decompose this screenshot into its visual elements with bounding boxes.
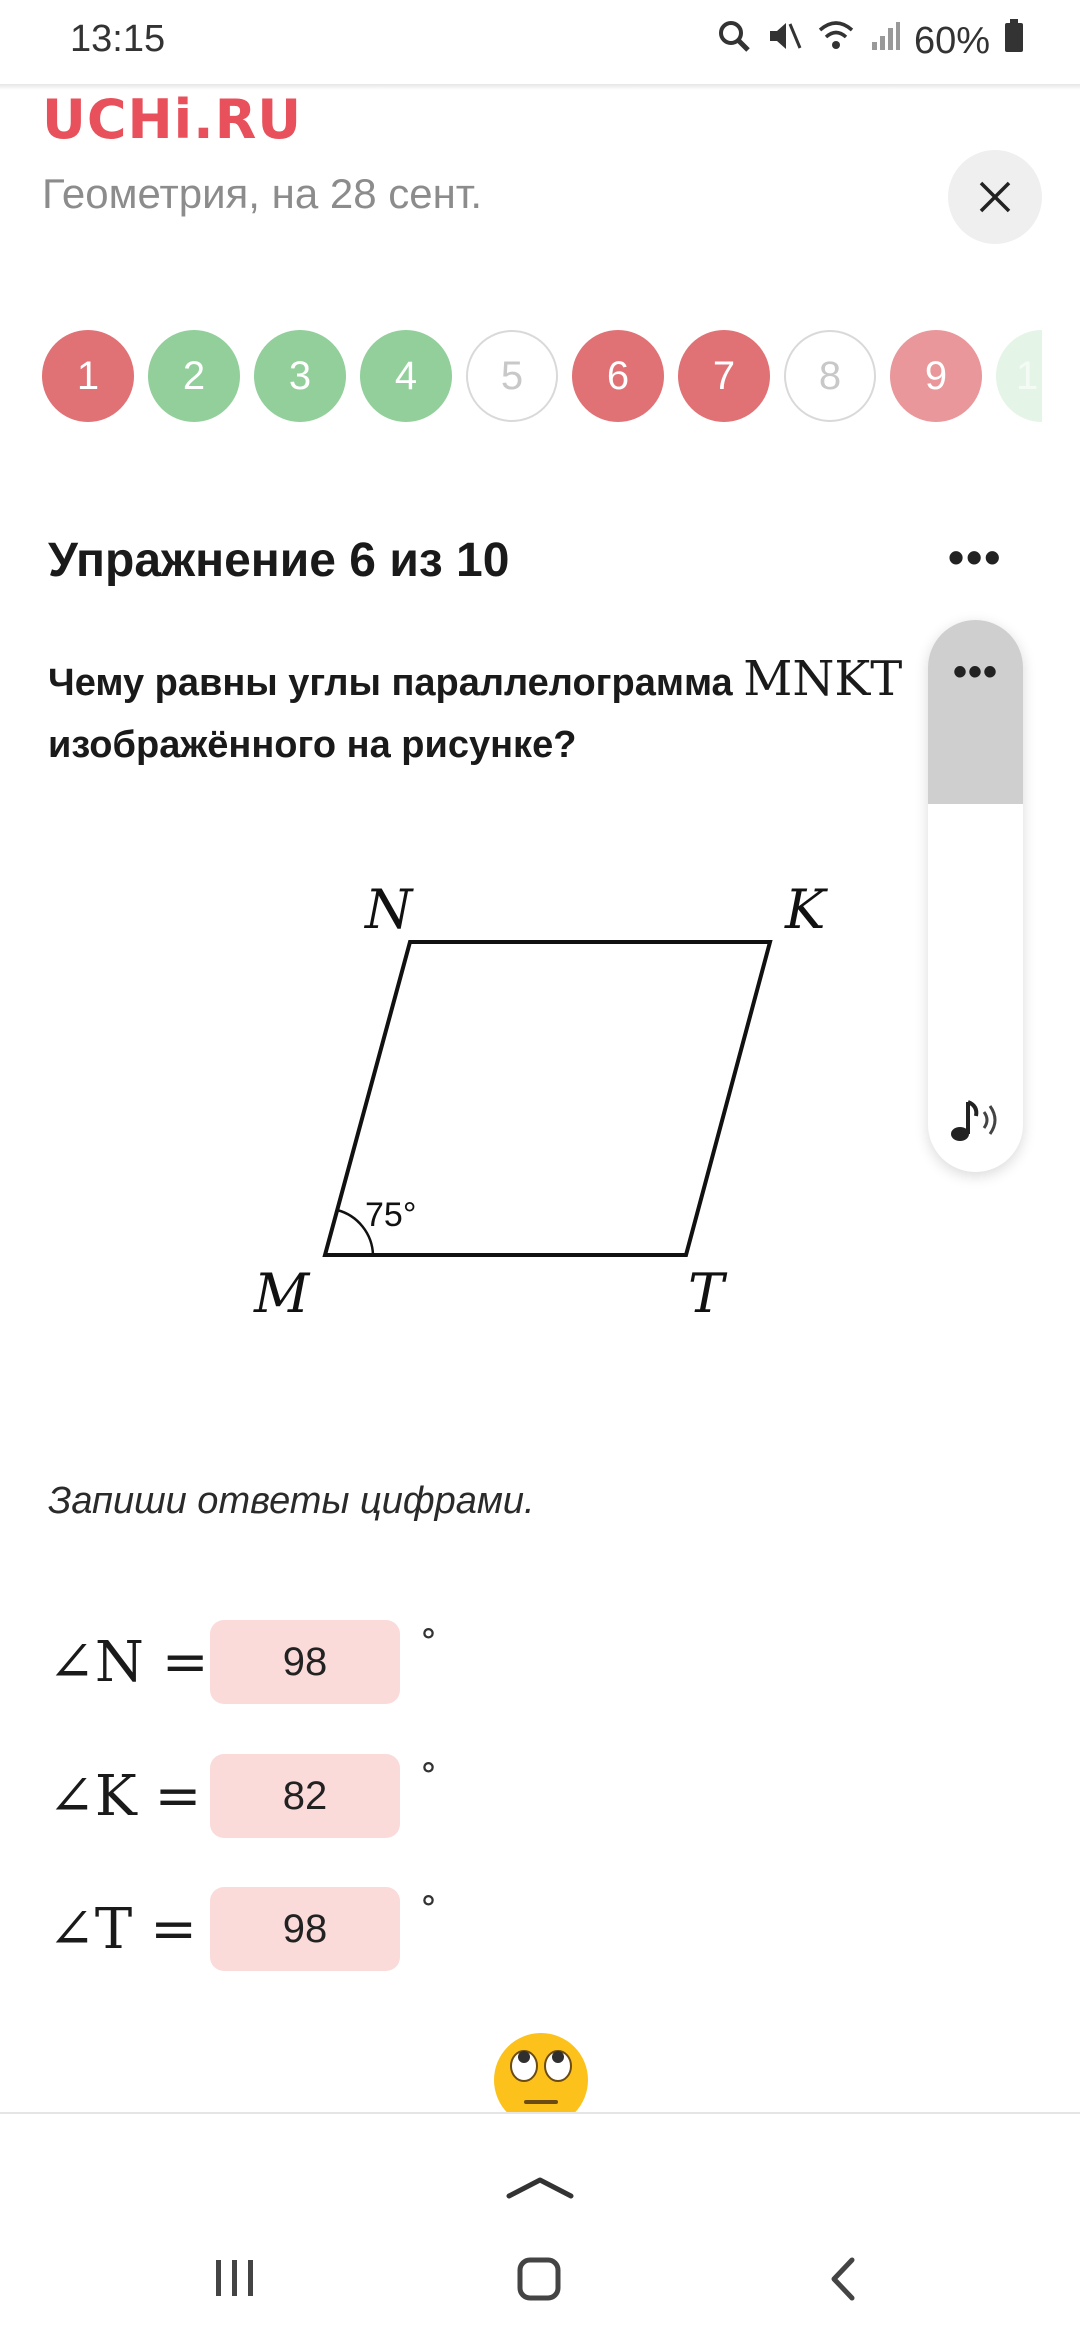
system-nav-bar: [0, 2114, 1080, 2340]
recent-apps-icon[interactable]: [212, 2258, 258, 2298]
angle-label: 75°: [365, 1196, 417, 1234]
progress-step[interactable]: 5: [466, 330, 558, 422]
progress-step-current[interactable]: 6: [572, 330, 664, 422]
home-icon[interactable]: [516, 2256, 562, 2302]
answer-input-k[interactable]: 82: [210, 1754, 400, 1838]
status-time: 13:15: [70, 18, 166, 60]
tools-panel-handle[interactable]: [928, 620, 1023, 804]
answer-row-n: [48, 1620, 437, 1704]
vertex-m: M: [254, 1262, 310, 1325]
answer-label: ∠T =: [48, 1896, 197, 1962]
status-icons: [716, 18, 1024, 64]
close-button[interactable]: [948, 150, 1042, 244]
answer-input-t[interactable]: 98: [210, 1887, 400, 1971]
wifi-icon: [816, 18, 856, 64]
progress-step[interactable]: 7: [678, 330, 770, 422]
app-logo: UCHi.RU: [42, 88, 303, 151]
answer-instruction: Запиши ответы цифрами.: [48, 1480, 535, 1522]
vertex-t: T: [688, 1262, 725, 1325]
degree-unit: °: [420, 1889, 437, 1929]
progress-step[interactable]: 1: [42, 330, 134, 422]
battery-icon: [1004, 19, 1024, 63]
progress-step[interactable]: 9: [890, 330, 982, 422]
battery-percent: 60%: [913, 19, 990, 62]
search-icon: [716, 18, 752, 64]
progress-step[interactable]: 4: [360, 330, 452, 422]
close-icon: [978, 180, 1012, 214]
vertex-n: N: [365, 878, 413, 941]
floating-tools-panel: [928, 620, 1023, 1172]
degree-unit: °: [420, 1756, 437, 1796]
question-figure-name: MNKT: [743, 651, 903, 707]
progress-step[interactable]: 8: [784, 330, 876, 422]
back-icon[interactable]: [828, 2256, 858, 2302]
exercise-progress: [42, 330, 1042, 426]
exercise-title: Упражнение 6 из 10: [48, 534, 510, 587]
vertex-k: K: [785, 878, 826, 941]
degree-unit: °: [420, 1622, 437, 1662]
mute-icon: [766, 18, 802, 64]
answer-row-t: [48, 1887, 437, 1971]
question-text: Чему равны углы параллелограмма MNKT изображённого на рисунке?: [48, 651, 903, 766]
audio-icon[interactable]: [946, 1090, 1006, 1150]
answer-label: ∠N =: [48, 1629, 209, 1695]
status-bar: [0, 0, 1080, 84]
answer-input-n[interactable]: 98: [210, 1620, 400, 1704]
progress-step[interactable]: 1: [996, 330, 1042, 422]
answer-label: ∠K =: [48, 1763, 202, 1829]
chevron-up-icon[interactable]: [505, 2172, 575, 2202]
tools-more-button[interactable]: •••: [952, 650, 998, 694]
page-subtitle: Геометрия, на 28 сент.: [42, 170, 483, 217]
more-options-button[interactable]: •••: [948, 531, 1003, 583]
parallelogram-diagram: [240, 860, 860, 1340]
signal-icon: [870, 18, 900, 64]
progress-step[interactable]: 2: [148, 330, 240, 422]
progress-step[interactable]: 3: [254, 330, 346, 422]
answer-row-k: [48, 1754, 437, 1838]
